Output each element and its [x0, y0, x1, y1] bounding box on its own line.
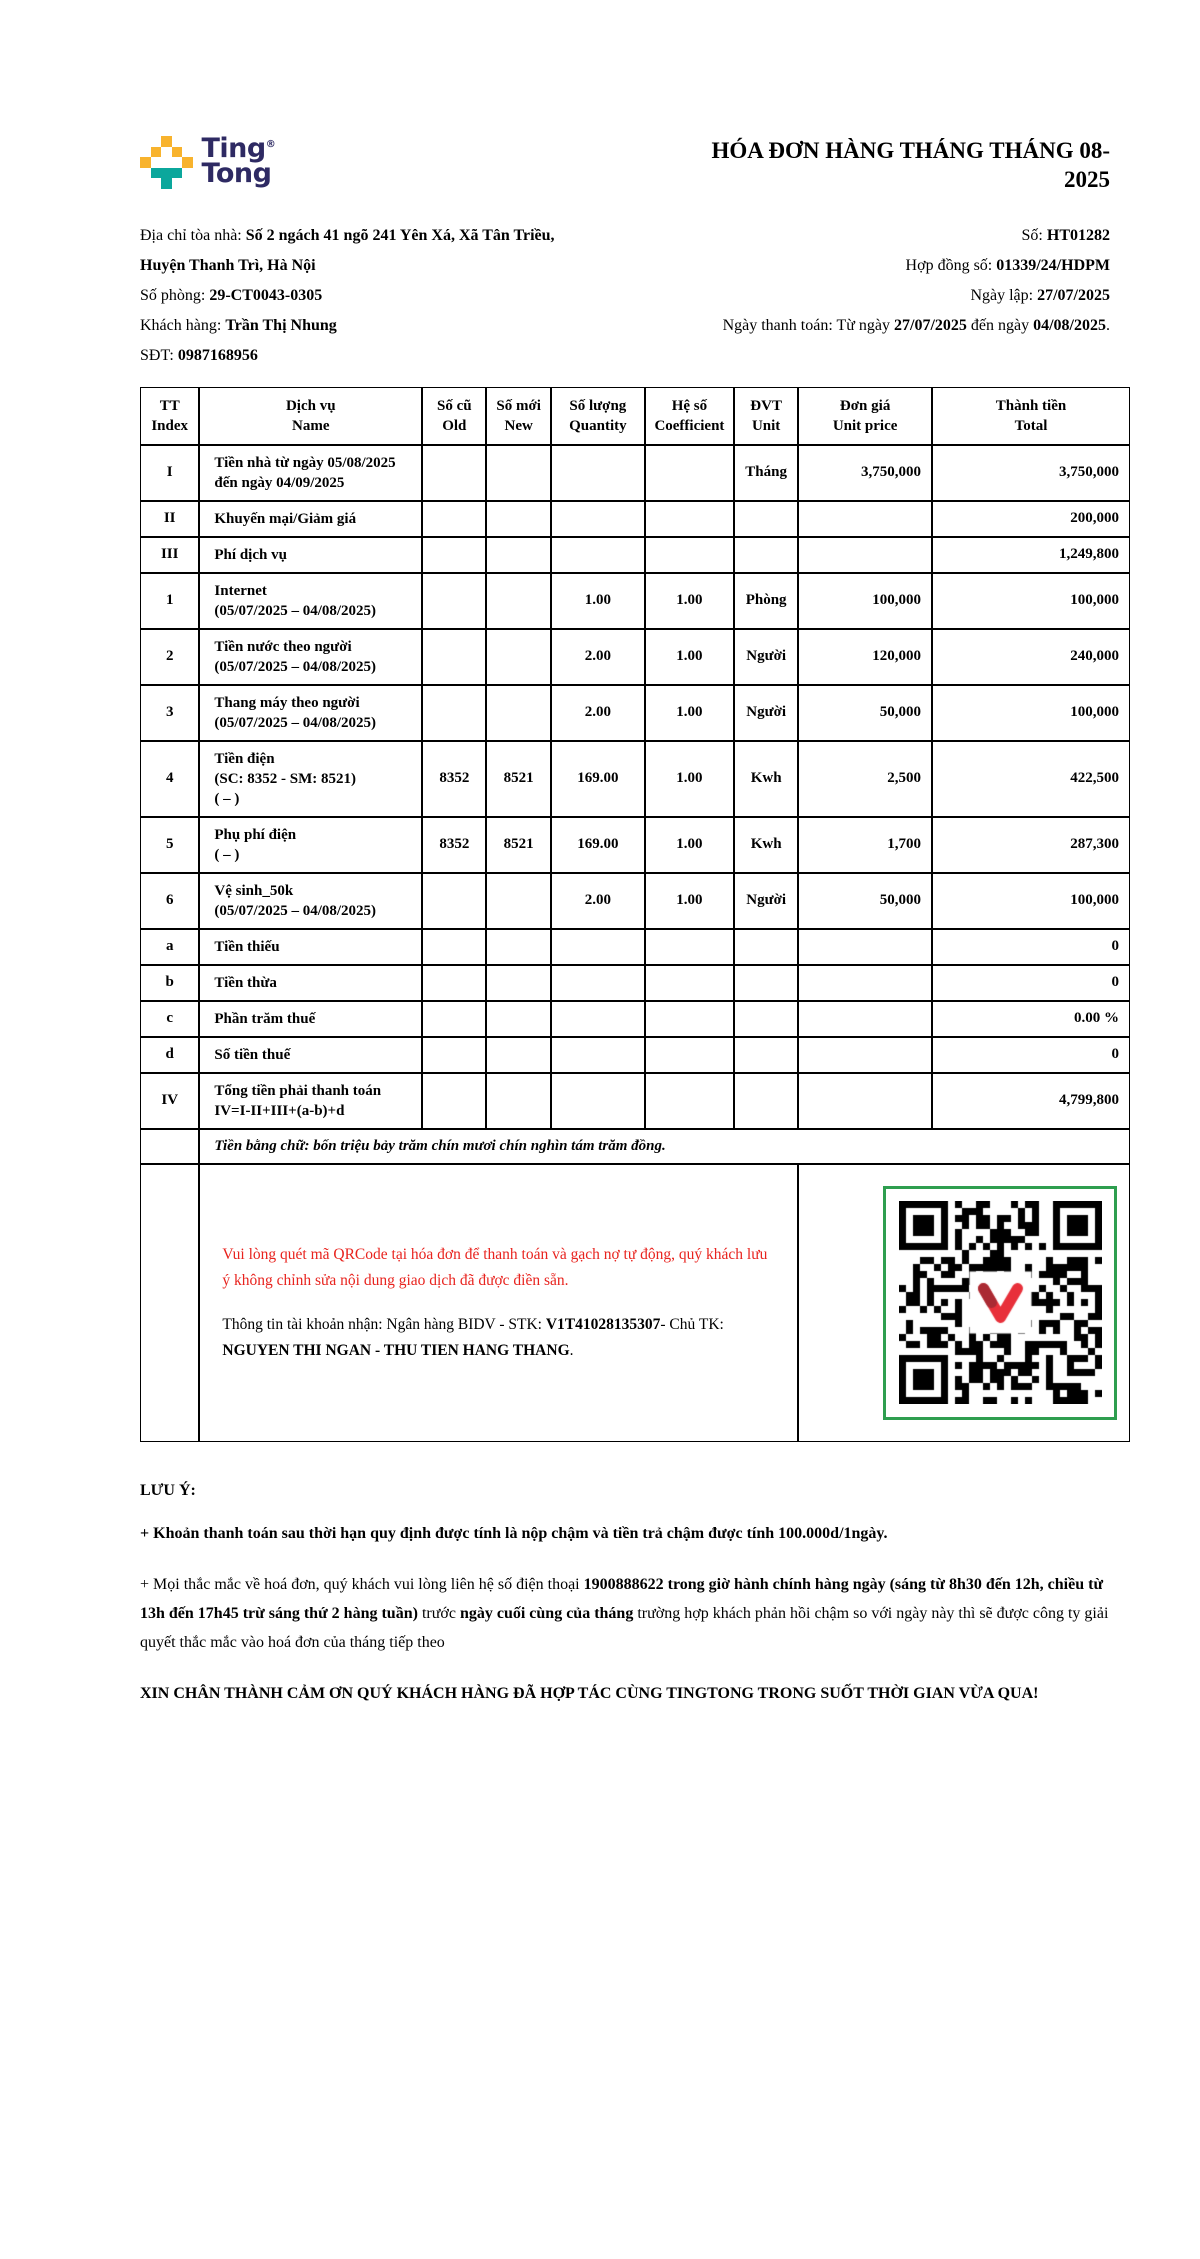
cell-new-reading [486, 965, 550, 1001]
cell-coefficient [645, 1037, 734, 1073]
cell-coefficient: 1.00 [645, 573, 734, 629]
cell-unit-price [798, 537, 932, 573]
cell-coefficient [645, 929, 734, 965]
cell-total: 287,300 [932, 817, 1130, 873]
column-header: Số mới New [486, 387, 550, 445]
cell-total: 3,750,000 [932, 445, 1130, 501]
thank-you-message: XIN CHÂN THÀNH CẢM ƠN QUÝ KHÁCH HÀNG ĐÃ HỢP TÁC CÙNG TINGTONG TRONG SUỐT THỜI GIAN VỪA QUA! [140, 1684, 1039, 1702]
cell-new-reading [486, 1073, 550, 1129]
cell-quantity: 2.00 [551, 629, 645, 685]
qr-code-frame [883, 1186, 1117, 1420]
logo-pixel [161, 136, 172, 147]
cell-service-name: Tiền thiếu [199, 929, 422, 965]
cell-total: 1,249,800 [932, 537, 1130, 573]
text-part: Trần Thị Nhung [225, 316, 337, 334]
invoice-header [140, 133, 1130, 195]
table-row [140, 537, 1130, 573]
cell-service-name: Tiền nhà từ ngày 05/08/2025 đến ngày 04/09/2025 [199, 445, 422, 501]
customer-phone [140, 341, 635, 371]
text-part: trước [417, 1604, 460, 1622]
cell-old-reading: 8352 [422, 741, 486, 817]
cell-service-name: Vệ sinh_50k (05/07/2025 – 04/08/2025) [199, 873, 422, 929]
tingtong-logo-icon [140, 136, 193, 189]
cell-unit-price: 50,000 [798, 873, 932, 929]
table-row [140, 1073, 1130, 1129]
cell-old-reading [422, 1001, 486, 1037]
cell-new-reading [486, 537, 550, 573]
cell-service-name: Internet (05/07/2025 – 04/08/2025) [199, 573, 422, 629]
customer-info [140, 221, 635, 371]
cell-total: 0 [932, 929, 1130, 965]
building-address-line2 [140, 251, 635, 281]
cell-new-reading [486, 501, 550, 537]
cell-unit-price [798, 1037, 932, 1073]
cell-total: 422,500 [932, 741, 1130, 817]
cell-coefficient: 1.00 [645, 629, 734, 685]
cell-index: 2 [140, 629, 199, 685]
cell-unit-price [798, 929, 932, 965]
customer-name [140, 311, 635, 341]
cell-unit: Phòng [734, 573, 798, 629]
cell-new-reading [486, 1037, 550, 1073]
cell-service-name: Tiền thừa [199, 965, 422, 1001]
cell-service-name: Phụ phí điện ( – ) [199, 817, 422, 873]
cell-empty [140, 1164, 199, 1442]
cell-index: b [140, 965, 199, 1001]
cell-old-reading: 8352 [422, 817, 486, 873]
text-part: 04/08/2025 [1033, 316, 1106, 334]
payment-period [635, 311, 1110, 341]
cell-unit-price: 100,000 [798, 573, 932, 629]
cell-coefficient [645, 1001, 734, 1037]
qr-warning-text: Vui lòng quét mã QRCode tại hóa đơn để thanh toán và gạch nợ tự động, quý khách lưu ý không chỉnh sửa nội dung giao dịch đã được điền sẵn. [222, 1245, 768, 1289]
cell-unit [734, 501, 798, 537]
cell-service-name: Thang máy theo người (05/07/2025 – 04/08/2025) [199, 685, 422, 741]
payment-qr-row [140, 1164, 1130, 1442]
notes-heading: LƯU Ý: [140, 1481, 196, 1499]
cell-old-reading [422, 873, 486, 929]
cell-unit-price: 3,750,000 [798, 445, 932, 501]
table-row [140, 629, 1130, 685]
table-row [140, 685, 1130, 741]
cell-new-reading [486, 873, 550, 929]
cell-total: 240,000 [932, 629, 1130, 685]
cell-index: d [140, 1037, 199, 1073]
cell-total: 0 [932, 1037, 1130, 1073]
cell-unit: Kwh [734, 741, 798, 817]
text-part: Thông tin tài khoản nhận: Ngân hàng BIDV - STK: [222, 1315, 546, 1333]
text-part: Ngày thanh toán: Từ ngày [722, 316, 895, 334]
amount-in-words [199, 1129, 1130, 1164]
logo-pixel [151, 168, 183, 179]
cell-total: 100,000 [932, 573, 1130, 629]
cell-quantity [551, 501, 645, 537]
cell-unit-price: 2,500 [798, 741, 932, 817]
table-row [140, 741, 1130, 817]
cell-total: 0 [932, 965, 1130, 1001]
cell-new-reading [486, 1001, 550, 1037]
cell-index: I [140, 445, 199, 501]
payment-qr-code [899, 1201, 1102, 1404]
cell-total: 0.00 % [932, 1001, 1130, 1037]
logo-pixel [151, 147, 162, 158]
late-payment-note: + Khoản thanh toán sau thời hạn quy định được tính là nộp chậm và tiền trả chậm được tính 100.000d/1ngày. [140, 1524, 888, 1542]
cell-unit-price: 50,000 [798, 685, 932, 741]
invoice-title [630, 136, 1130, 195]
cell-unit: Kwh [734, 817, 798, 873]
cell-total: 200,000 [932, 501, 1130, 537]
invoice-title-line1: HÓA ĐƠN HÀNG THÁNG THÁNG 08- [711, 138, 1110, 163]
cell-total: 4,799,800 [932, 1073, 1130, 1129]
cell-quantity: 1.00 [551, 573, 645, 629]
cell-service-name: Phần trăm thuế [199, 1001, 422, 1037]
cell-old-reading [422, 629, 486, 685]
text-part: . [569, 1341, 574, 1359]
text-part: HT01282 [1046, 226, 1110, 244]
table-row [140, 1037, 1130, 1073]
cell-unit [734, 1001, 798, 1037]
logo-pixel [172, 147, 183, 158]
text-part: Tiền bằng chữ: [214, 1137, 314, 1154]
cell-unit-price: 1,700 [798, 817, 932, 873]
cell-quantity: 2.00 [551, 685, 645, 741]
cell-total: 100,000 [932, 873, 1130, 929]
building-address-line1 [140, 221, 635, 251]
cell-unit-price [798, 1073, 932, 1129]
cell-index: 4 [140, 741, 199, 817]
cell-empty [140, 1129, 199, 1164]
invoice-number [635, 221, 1110, 251]
cell-index: c [140, 1001, 199, 1037]
column-header: Hệ số Coefficient [645, 387, 734, 445]
hotline-note [140, 1570, 1130, 1657]
table-row [140, 929, 1130, 965]
cell-coefficient [645, 965, 734, 1001]
text-part: ngày cuối cùng của tháng [459, 1604, 634, 1622]
column-header: ĐVT Unit [734, 387, 798, 445]
invoice-info [140, 221, 1130, 371]
table-row [140, 573, 1130, 629]
cell-old-reading [422, 685, 486, 741]
column-header: Dịch vụ Name [199, 387, 422, 445]
cell-unit: Người [734, 685, 798, 741]
text-part: Số: [1021, 226, 1047, 244]
cell-index: 3 [140, 685, 199, 741]
column-header: Đơn giá Unit price [798, 387, 932, 445]
cell-unit [734, 1073, 798, 1129]
cell-index: 1 [140, 573, 199, 629]
cell-new-reading [486, 685, 550, 741]
cell-unit [734, 1037, 798, 1073]
issue-date [635, 281, 1110, 311]
invoice-meta [635, 221, 1130, 371]
text-part: Số 2 ngách 41 ngõ 241 Yên Xá, Xã Tân Triều, [245, 226, 555, 244]
cell-total: 100,000 [932, 685, 1130, 741]
room-number [140, 281, 635, 311]
cell-quantity [551, 445, 645, 501]
table-row [140, 501, 1130, 537]
logo-word-tong: Tong [201, 158, 272, 190]
text-part: Ngày lập: [970, 286, 1038, 304]
cell-old-reading [422, 501, 486, 537]
cell-coefficient: 1.00 [645, 741, 734, 817]
cell-old-reading [422, 929, 486, 965]
cell-coefficient [645, 445, 734, 501]
text-part: 01339/24/HDPM [996, 256, 1110, 274]
cell-new-reading [486, 445, 550, 501]
cell-unit: Người [734, 873, 798, 929]
text-part: 1900888622 trong giờ hành chính hàng ngày (sáng từ 8h30 đến 12h, chiều từ 13h đến 17h45 trừ sáng thứ 2 hàng tuần) [140, 1575, 1104, 1622]
cell-coefficient: 1.00 [645, 685, 734, 741]
logo-pixel [140, 157, 151, 168]
bank-account-info [222, 1312, 775, 1364]
cell-old-reading [422, 573, 486, 629]
cell-old-reading [422, 445, 486, 501]
cell-unit [734, 537, 798, 573]
text-part: 0987168956 [177, 346, 258, 364]
cell-new-reading [486, 629, 550, 685]
cell-old-reading [422, 965, 486, 1001]
text-part: 27/07/2025 [1037, 286, 1110, 304]
text-part: NGUYEN THI NGAN - THU TIEN HANG THANG [222, 1341, 570, 1359]
text-part: Huyện Thanh Trì, Hà Nội [140, 256, 316, 274]
cell-unit [734, 965, 798, 1001]
cell-unit-price [798, 501, 932, 537]
cell-quantity [551, 537, 645, 573]
footer-notes [140, 1482, 1130, 1708]
cell-index: a [140, 929, 199, 965]
cell-quantity [551, 965, 645, 1001]
table-row [140, 445, 1130, 501]
text-part: 27/07/2025 [894, 316, 967, 334]
cell-old-reading [422, 1073, 486, 1129]
cell-quantity [551, 1073, 645, 1129]
text-part: - Chủ TK: [660, 1315, 724, 1333]
cell-quantity: 169.00 [551, 741, 645, 817]
contract-number [635, 251, 1110, 281]
amount-in-words-row [140, 1129, 1130, 1164]
tingtong-logo [140, 133, 276, 190]
cell-service-name: Tiền điện (SC: 8352 - SM: 8521) ( – ) [199, 741, 422, 817]
invoice-title-line2: 2025 [1064, 167, 1110, 193]
cell-coefficient: 1.00 [645, 817, 734, 873]
registered-mark: ® [265, 139, 276, 151]
cell-index: III [140, 537, 199, 573]
cell-coefficient [645, 1073, 734, 1129]
cell-quantity: 169.00 [551, 817, 645, 873]
cell-old-reading [422, 537, 486, 573]
logo-pixel [161, 178, 172, 189]
text-part: Hợp đồng số: [905, 256, 997, 274]
cell-coefficient [645, 537, 734, 573]
table-row [140, 873, 1130, 929]
column-header: TT Index [140, 387, 199, 445]
cell-service-name: Khuyến mại/Giảm giá [199, 501, 422, 537]
logo-pixel [182, 157, 193, 168]
cell-unit-price: 120,000 [798, 629, 932, 685]
cell-new-reading [486, 573, 550, 629]
table-row [140, 1001, 1130, 1037]
logo-wordmark [201, 133, 276, 190]
cell-index: 6 [140, 873, 199, 929]
table-header-row [140, 387, 1130, 445]
cell-unit-price [798, 1001, 932, 1037]
text-part: bốn triệu bảy trăm chín mươi chín nghìn tám trăm đồng. [313, 1137, 666, 1154]
cell-index: 5 [140, 817, 199, 873]
text-part: trường hợp khách phản hồi chậm so với ngày này thì sẽ được công ty giải quyết thắc mắc vào hoá đơn của tháng tiếp theo [140, 1604, 1109, 1651]
text-part: Khách hàng: [140, 316, 226, 334]
table-row [140, 817, 1130, 873]
cell-service-name: Tiền nước theo người (05/07/2025 – 04/08/2025) [199, 629, 422, 685]
charges-table [140, 387, 1130, 1442]
cell-coefficient [645, 501, 734, 537]
cell-quantity: 2.00 [551, 873, 645, 929]
column-header: Thành tiền Total [932, 387, 1130, 445]
cell-service-name: Phí dịch vụ [199, 537, 422, 573]
cell-new-reading: 8521 [486, 741, 550, 817]
cell-quantity [551, 1001, 645, 1037]
column-header: Số lượng Quantity [551, 387, 645, 445]
cell-quantity [551, 1037, 645, 1073]
cell-new-reading [486, 929, 550, 965]
text-part: V1T41028135307 [545, 1315, 661, 1333]
cell-unit: Người [734, 629, 798, 685]
cell-service-name: Số tiền thuế [199, 1037, 422, 1073]
cell-service-name: Tổng tiền phải thanh toán IV=I-II+III+(a-b)+d [199, 1073, 422, 1129]
logo-word-ting: Ting [201, 133, 266, 165]
cell-unit-price [798, 965, 932, 1001]
cell-coefficient: 1.00 [645, 873, 734, 929]
column-header: Số cũ Old [422, 387, 486, 445]
text-part: Địa chỉ tòa nhà: [140, 226, 246, 244]
cell-index: II [140, 501, 199, 537]
cell-old-reading [422, 1037, 486, 1073]
cell-quantity [551, 929, 645, 965]
cell-new-reading: 8521 [486, 817, 550, 873]
text-part: SĐT: [140, 346, 178, 364]
text-part: đến ngày [966, 316, 1034, 334]
cell-index: IV [140, 1073, 199, 1129]
text-part: 29-CT0043-0305 [209, 286, 323, 304]
cell-unit: Tháng [734, 445, 798, 501]
table-row [140, 965, 1130, 1001]
payment-instructions [199, 1164, 798, 1442]
text-part: Số phòng: [140, 286, 210, 304]
text-part: . [1106, 316, 1110, 334]
qr-code-cell [798, 1164, 1130, 1442]
cell-unit [734, 929, 798, 965]
text-part: + Mọi thắc mắc về hoá đơn, quý khách vui lòng liên hệ số điện thoại [140, 1575, 584, 1593]
